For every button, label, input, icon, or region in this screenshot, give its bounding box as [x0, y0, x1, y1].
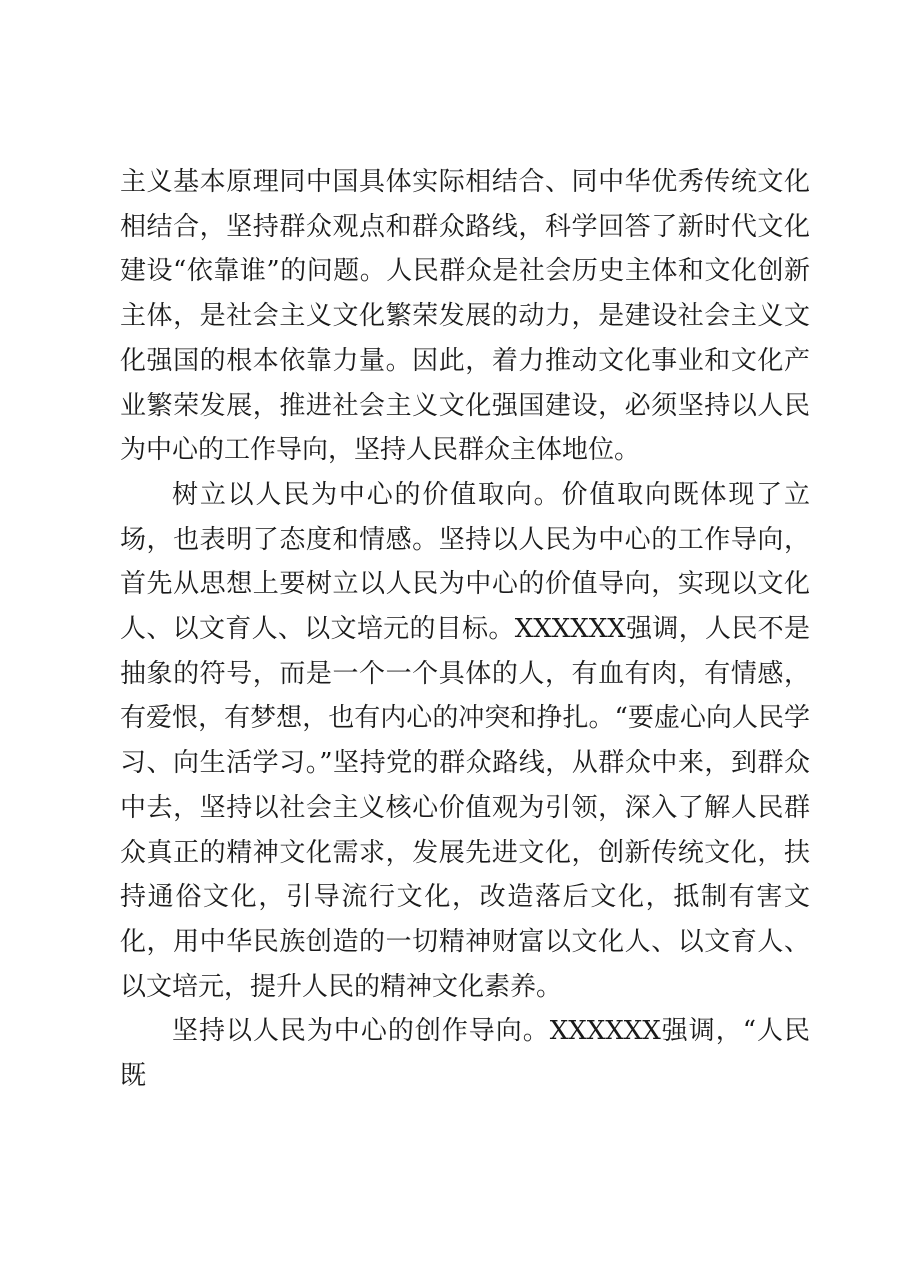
paragraph-3: 坚持以人民为中心的创作导向。XXXXXX强调，“人民既	[120, 1016, 810, 1092]
body-text	[120, 160, 810, 1099]
paragraph-2: 树立以人民为中心的价值取向。价值取向既体现了立场，也表明了态度和情感。坚持以人民为中心的工作导向，首先从思想上要树立以人民为中心的价值导向，实现以文化人、以文育人、以文培元的目标。XXXXXX强调，人民不是抽象的符号，而是一个一个具体的人，有血有肉，有情感，有爱恨，有梦想，也有内心的冲突和挣扎。“要虚心向人民学习、向生活学习。”坚持党的群众路线，从群众中来，到群众中去，坚持以社会主义核心价值观为引领，深入了解人民群众真正的精神文化需求，发展先进文化，创新传统文化，扶持通俗文化，引导流行文化，改造落后文化，抵制有害文化，用中华民族创造的一切精神财富以文化人、以文育人、以文培元，提升人民的精神文化素养。	[120, 479, 810, 1002]
paragraph-1: 主义基本原理同中国具体实际相结合、同中华优秀传统文化相结合，坚持群众观点和群众路线，科学回答了新时代文化建设“依靠谁”的问题。人民群众是社会历史主体和文化创新主体，是社会主义文化繁荣发展的动力，是建设社会主义文化强国的根本依靠力量。因此，着力推动文化事业和文化产业繁荣发展，推进社会主义文化强国建设，必须坚持以人民为中心的工作导向，坚持人民群众主体地位。	[120, 167, 810, 466]
